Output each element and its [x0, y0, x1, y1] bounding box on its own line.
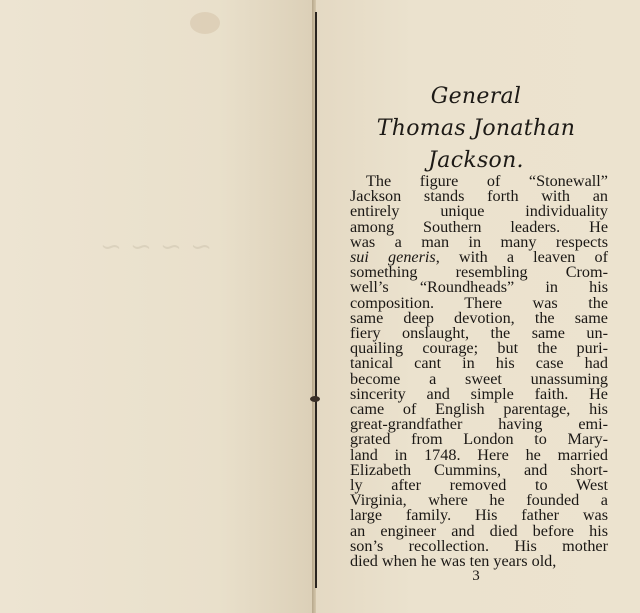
title-line-2: Thomas Jonathan: [376, 116, 576, 141]
show-through-text: ~ ~ ~ ~: [100, 232, 212, 262]
body-line: son’s recollection. His mother: [350, 536, 608, 555]
body-line: among Southern leaders. He: [350, 217, 608, 236]
latin-phrase: sui generis: [350, 248, 436, 267]
page-stain: [190, 12, 220, 34]
margin-rule-line: [315, 12, 317, 588]
body-line: grated from London to Mary-: [350, 430, 608, 449]
body-line: quailing courage; but the puri-: [350, 339, 608, 358]
body-line: same deep devotion, the same: [350, 308, 608, 327]
title-line-3: Jackson.: [428, 148, 524, 173]
body-line: ly after removed to West: [350, 476, 608, 495]
body-paragraph: [350, 174, 608, 569]
body-line: The figure of “Stonewall”: [366, 172, 608, 190]
body-line: fiery onslaught, the same un-: [350, 324, 608, 343]
body-line: entirely unique individuality: [350, 202, 608, 221]
body-line: was a man in many respects: [350, 232, 608, 251]
body-line: an engineer and died before his: [350, 521, 608, 540]
body-line: composition. There was the: [350, 293, 608, 312]
body-line: become a sweet unassuming: [350, 369, 608, 388]
body-line: sincerity and simple faith. He: [350, 384, 608, 403]
body-line: tanical cant in his case had: [350, 354, 608, 373]
body-line: died when he was ten years old,: [350, 552, 557, 571]
left-page: [0, 0, 312, 613]
body-line: came of English parentage, his: [350, 400, 608, 419]
body-line: Virginia, where he founded a: [350, 491, 608, 510]
body-line: land in 1748. Here he married: [350, 445, 608, 464]
body-line: Elizabeth Cummins, and short-: [350, 460, 608, 479]
body-line: Jackson stands forth with an: [350, 187, 608, 206]
title-line-1: General: [430, 84, 522, 109]
body-line: great-grandfather having emi-: [350, 415, 608, 434]
rule-ink-mark: [310, 396, 320, 402]
body-line: sui generis, with a leaven of: [350, 248, 609, 267]
body-line: large family. His father was: [350, 506, 608, 525]
body-line: something resembling Crom-: [350, 263, 608, 282]
page-number: 3: [472, 568, 480, 584]
body-line: well’s “Roundheads” in his: [350, 278, 608, 297]
